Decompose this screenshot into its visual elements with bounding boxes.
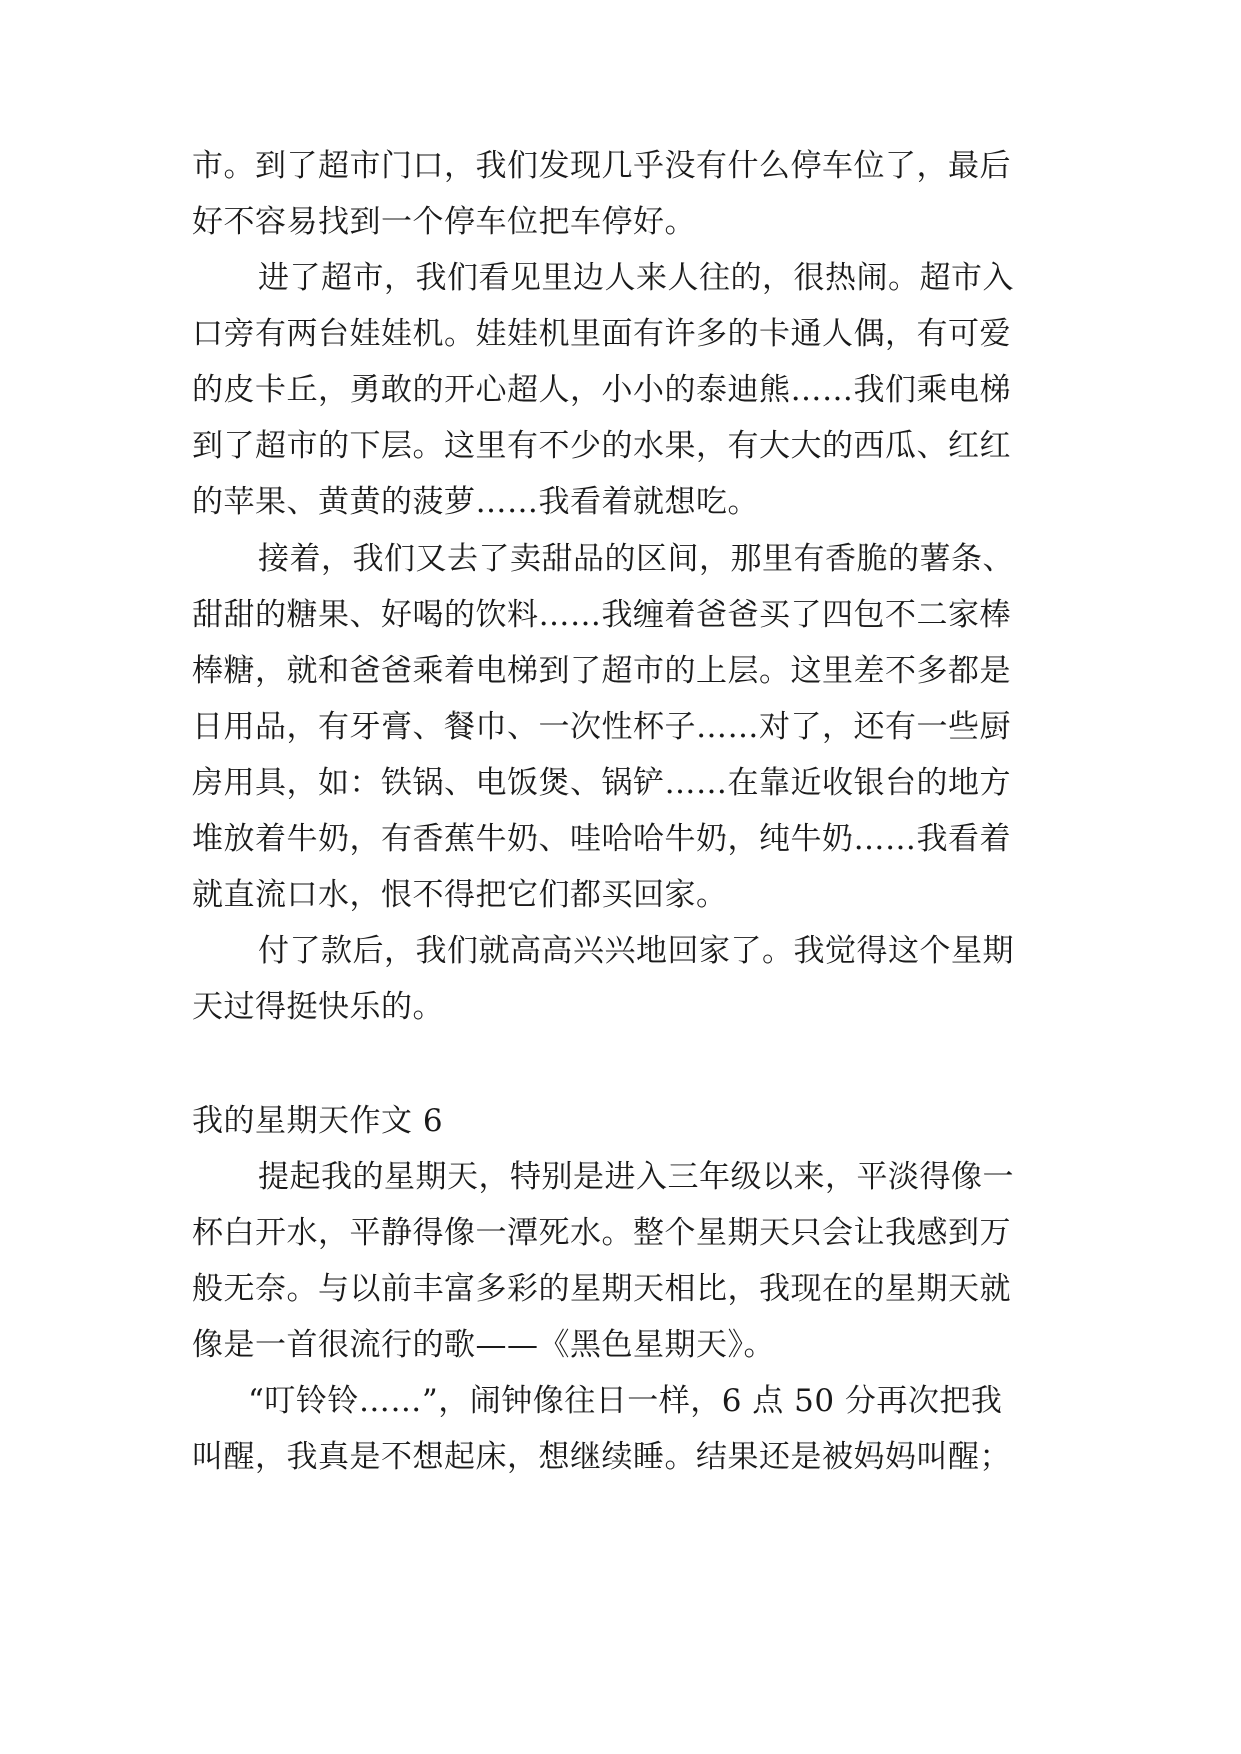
text-line: 日用品，有牙膏、餐巾、一次性杯子……对了，还有一些厨	[192, 709, 1011, 745]
text-line: 像是一首很流行的歌——《黑色星期天》。	[192, 1327, 775, 1363]
text-line: 就直流口水，恨不得把它们都买回家。	[192, 877, 728, 913]
text-line: 甜甜的糖果、好喝的饮料……我缠着爸爸买了四包不二家棒	[192, 597, 1011, 633]
section-title: 我的星期天作文 6	[192, 1103, 444, 1139]
paragraph-start-line: 付了款后，我们就高高兴兴地回家了。我觉得这个星期	[258, 933, 1014, 969]
text-line: 杯白开水，平静得像一潭死水。整个星期天只会让我感到万	[192, 1215, 1011, 1251]
text-line: 堆放着牛奶，有香蕉牛奶、哇哈哈牛奶，纯牛奶……我看着	[192, 821, 1011, 857]
text-line: 天过得挺快乐的。	[192, 989, 444, 1025]
text-line: 棒糖，就和爸爸乘着电梯到了超市的上层。这里差不多都是	[192, 653, 1011, 689]
text-line: 好不容易找到一个停车位把车停好。	[192, 204, 696, 240]
text-line: 的苹果、黄黄的菠萝……我看着就想吃。	[192, 484, 759, 520]
paragraph-start-line: 提起我的星期天，特别是进入三年级以来，平淡得像一	[258, 1159, 1014, 1195]
text-line: 口旁有两台娃娃机。娃娃机里面有许多的卡通人偶，有可爱	[192, 316, 1011, 352]
text-line: 房用具，如：铁锅、电饭煲、锅铲……在靠近收银台的地方	[192, 765, 1011, 801]
paragraph-start-line: 接着，我们又去了卖甜品的区间，那里有香脆的薯条、	[258, 541, 1014, 577]
text-line: 叫醒，我真是不想起床，想继续睡。结果还是被妈妈叫醒；	[192, 1439, 1011, 1475]
text-line: 市。到了超市门口，我们发现几乎没有什么停车位了，最后	[192, 148, 1011, 184]
text-line: 般无奈。与以前丰富多彩的星期天相比，我现在的星期天就	[192, 1271, 1011, 1307]
paragraph-start-line: “叮铃铃……”，闹钟像往日一样，6 点 50 分再次把我	[248, 1383, 1003, 1419]
text-line: 到了超市的下层。这里有不少的水果，有大大的西瓜、红红	[192, 428, 1011, 464]
paragraph-start-line: 进了超市，我们看见里边人来人往的，很热闹。超市入	[258, 260, 1014, 296]
text-line: 的皮卡丘，勇敢的开心超人，小小的泰迪熊……我们乘电梯	[192, 372, 1011, 408]
